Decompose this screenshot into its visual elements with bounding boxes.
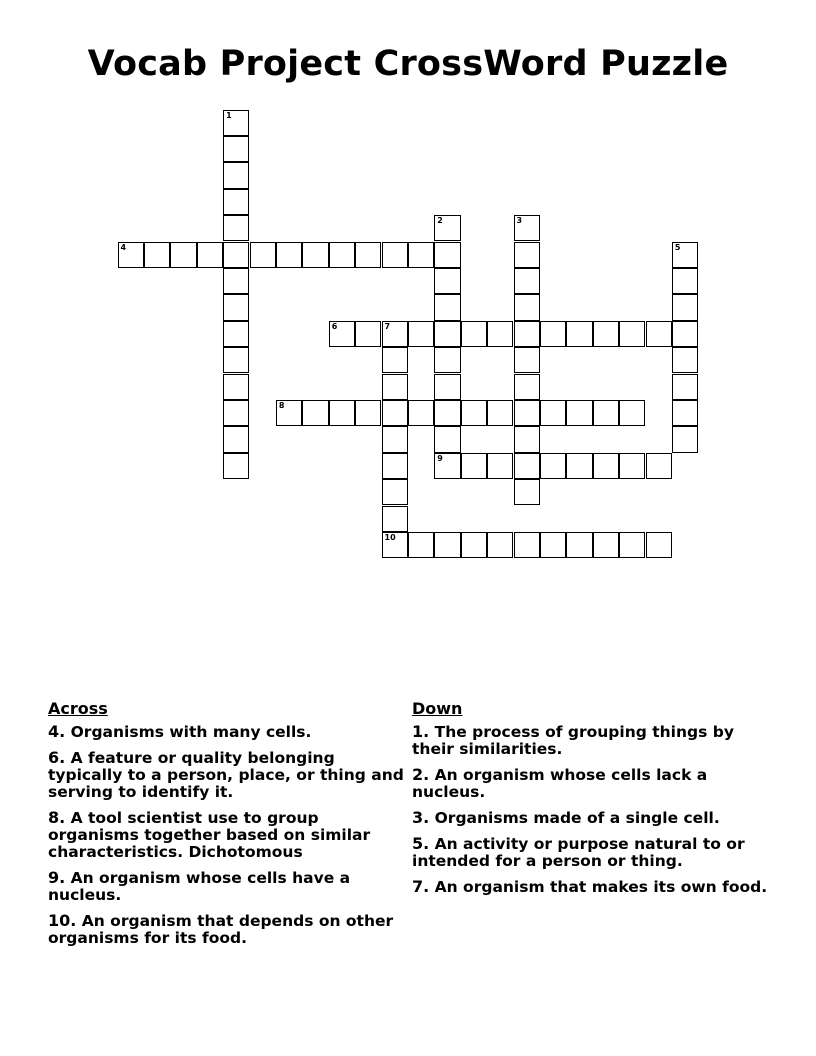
- clue-text: An activity or purpose natural to or intended for a person or thing.: [412, 835, 745, 870]
- crossword-cell[interactable]: [382, 374, 408, 400]
- crossword-cell[interactable]: [170, 242, 196, 268]
- crossword-cell[interactable]: [540, 532, 566, 558]
- crossword-cell[interactable]: [514, 294, 540, 320]
- crossword-cell[interactable]: [223, 374, 249, 400]
- crossword-cell[interactable]: [382, 532, 408, 558]
- crossword-cell[interactable]: [672, 321, 698, 347]
- crossword-cell[interactable]: [593, 453, 619, 479]
- crossword-cell[interactable]: [223, 162, 249, 188]
- crossword-cell[interactable]: [514, 215, 540, 241]
- crossword-cell[interactable]: [382, 347, 408, 373]
- crossword-cell[interactable]: [197, 242, 223, 268]
- crossword-cell[interactable]: [514, 268, 540, 294]
- crossword-cell[interactable]: [223, 347, 249, 373]
- crossword-cell[interactable]: [672, 374, 698, 400]
- crossword-cell[interactable]: [566, 532, 592, 558]
- crossword-cell[interactable]: [540, 321, 566, 347]
- crossword-cell[interactable]: [514, 374, 540, 400]
- crossword-cell[interactable]: [355, 242, 381, 268]
- clue-number: 9.: [48, 868, 66, 887]
- crossword-cell[interactable]: [382, 479, 408, 505]
- crossword-cell[interactable]: [540, 400, 566, 426]
- clue-number: 4.: [48, 722, 66, 741]
- crossword-cell[interactable]: [646, 532, 672, 558]
- cell-number: 3: [516, 216, 523, 226]
- crossword-cell[interactable]: [434, 268, 460, 294]
- across-clue-6: [48, 749, 408, 801]
- clue-text: An organism that makes its own food.: [434, 878, 768, 896]
- cell-number: 1: [226, 110, 232, 120]
- crossword-cell[interactable]: [118, 242, 144, 268]
- crossword-cell[interactable]: [646, 321, 672, 347]
- crossword-cell[interactable]: [355, 400, 381, 426]
- crossword-cell[interactable]: [223, 400, 249, 426]
- clue-text: Organisms made of a single cell.: [434, 809, 720, 827]
- crossword-cell[interactable]: [514, 426, 540, 452]
- crossword-cell[interactable]: [223, 268, 249, 294]
- crossword-cell[interactable]: [487, 321, 513, 347]
- crossword-cell[interactable]: [619, 453, 645, 479]
- crossword-cell[interactable]: [250, 242, 276, 268]
- cell-number: 5: [674, 242, 681, 252]
- across-clue-9: [48, 869, 408, 904]
- crossword-cell[interactable]: [566, 321, 592, 347]
- crossword-cell[interactable]: [223, 294, 249, 320]
- down-clue-2: [412, 766, 772, 801]
- crossword-cell[interactable]: [672, 268, 698, 294]
- crossword-cell[interactable]: [461, 400, 487, 426]
- clue-text: An organism whose cells have a nucleus.: [48, 869, 351, 904]
- crossword-cell[interactable]: [434, 215, 460, 241]
- crossword-cell[interactable]: [434, 532, 460, 558]
- crossword-cell[interactable]: [514, 479, 540, 505]
- crossword-cell[interactable]: [223, 321, 249, 347]
- down-heading: Down: [412, 699, 463, 718]
- crossword-cell[interactable]: [487, 532, 513, 558]
- clue-text: An organism that depends on other organisms for its food.: [48, 912, 394, 947]
- down-clue-5: [412, 835, 772, 870]
- clue-text: An organism whose cells lack a nucleus.: [412, 766, 708, 801]
- crossword-cell[interactable]: [434, 347, 460, 373]
- cell-number: 2: [437, 216, 443, 226]
- crossword-cell[interactable]: [514, 347, 540, 373]
- crossword-cell[interactable]: [540, 453, 566, 479]
- crossword-cell[interactable]: [382, 453, 408, 479]
- crossword-cell[interactable]: [593, 532, 619, 558]
- crossword-cell[interactable]: [646, 453, 672, 479]
- across-clue-10: [48, 912, 408, 947]
- crossword-cell[interactable]: [382, 321, 408, 347]
- crossword-cell[interactable]: [223, 189, 249, 215]
- crossword-cell[interactable]: [434, 321, 460, 347]
- crossword-cell[interactable]: [434, 426, 460, 452]
- clue-number: 1.: [412, 722, 430, 741]
- down-clue-3: [412, 809, 772, 827]
- crossword-cell[interactable]: [302, 400, 328, 426]
- crossword-cell[interactable]: [619, 532, 645, 558]
- crossword-cell[interactable]: [672, 347, 698, 373]
- clue-text: A feature or quality belonging typically to a person, place, or thing and serving to identify it.: [48, 749, 404, 801]
- clue-number: 2.: [412, 765, 430, 784]
- across-clue-8: [48, 809, 408, 861]
- clue-number: 10.: [48, 911, 77, 930]
- crossword-cell[interactable]: [514, 453, 540, 479]
- crossword-cell[interactable]: [434, 294, 460, 320]
- across-clue-4: [48, 723, 408, 741]
- crossword-cell[interactable]: [276, 242, 302, 268]
- clue-number: 7.: [412, 877, 430, 896]
- crossword-cell[interactable]: [302, 242, 328, 268]
- down-clue-1: [412, 723, 772, 758]
- crossword-cell[interactable]: [144, 242, 170, 268]
- crossword-cell[interactable]: [514, 400, 540, 426]
- page-title: Vocab Project CrossWord Puzzle: [87, 44, 729, 84]
- cell-number: 8: [278, 400, 285, 410]
- cell-number: 9: [437, 453, 443, 463]
- crossword-cell[interactable]: [566, 400, 592, 426]
- crossword-cell[interactable]: [487, 400, 513, 426]
- crossword-cell[interactable]: [329, 242, 355, 268]
- crossword-cell[interactable]: [408, 242, 434, 268]
- crossword-cell[interactable]: [514, 321, 540, 347]
- cell-number: 6: [331, 321, 338, 331]
- crossword-cell[interactable]: [223, 215, 249, 241]
- cell-number: 4: [120, 242, 127, 252]
- crossword-cell[interactable]: [593, 321, 619, 347]
- crossword-cell[interactable]: [593, 400, 619, 426]
- crossword-cell[interactable]: [461, 532, 487, 558]
- crossword-cell[interactable]: [382, 400, 408, 426]
- clue-text: Organisms with many cells.: [70, 723, 312, 741]
- crossword-cell[interactable]: [672, 242, 698, 268]
- crossword-cell[interactable]: [514, 532, 540, 558]
- crossword-cell[interactable]: [461, 321, 487, 347]
- crossword-cell[interactable]: [672, 426, 698, 452]
- cell-number: 10: [384, 532, 396, 542]
- crossword-cell[interactable]: [434, 242, 460, 268]
- crossword-cell[interactable]: [408, 532, 434, 558]
- clue-text: A tool scientist use to group organisms together based on similar characteristics. Dichotomous: [48, 809, 371, 861]
- crossword-cell[interactable]: [223, 136, 249, 162]
- crossword-cell[interactable]: [434, 400, 460, 426]
- crossword-cell[interactable]: [329, 321, 355, 347]
- crossword-cell[interactable]: [566, 453, 592, 479]
- crossword-cell[interactable]: [619, 321, 645, 347]
- crossword-cell[interactable]: [223, 426, 249, 452]
- down-clues: [412, 700, 772, 904]
- crossword-cell[interactable]: [619, 400, 645, 426]
- crossword-cell[interactable]: [382, 426, 408, 452]
- down-clue-7: [412, 878, 772, 896]
- crossword-cell[interactable]: [461, 453, 487, 479]
- crossword-cell[interactable]: [276, 400, 302, 426]
- crossword-cell[interactable]: [355, 321, 381, 347]
- clue-text: The process of grouping things by their similarities.: [412, 723, 734, 758]
- crossword-cell[interactable]: [434, 453, 460, 479]
- clue-number: 6.: [48, 748, 66, 767]
- crossword-cell[interactable]: [408, 400, 434, 426]
- across-heading: Across: [48, 699, 108, 718]
- crossword-cell[interactable]: [672, 400, 698, 426]
- clue-number: 3.: [412, 808, 430, 827]
- crossword-cell[interactable]: [223, 110, 249, 136]
- clue-number: 5.: [412, 834, 430, 853]
- crossword-cell[interactable]: [408, 321, 434, 347]
- crossword-cell[interactable]: [382, 242, 408, 268]
- crossword-cell[interactable]: [434, 374, 460, 400]
- crossword-cell[interactable]: [514, 242, 540, 268]
- crossword-cell[interactable]: [329, 400, 355, 426]
- crossword-cell[interactable]: [223, 453, 249, 479]
- clue-number: 8.: [48, 808, 66, 827]
- crossword-cell[interactable]: [672, 294, 698, 320]
- crossword-cell[interactable]: [382, 506, 408, 532]
- cell-number: 7: [384, 321, 391, 331]
- crossword-cell[interactable]: [223, 242, 249, 268]
- crossword-cell[interactable]: [487, 453, 513, 479]
- across-clues: [48, 700, 408, 955]
